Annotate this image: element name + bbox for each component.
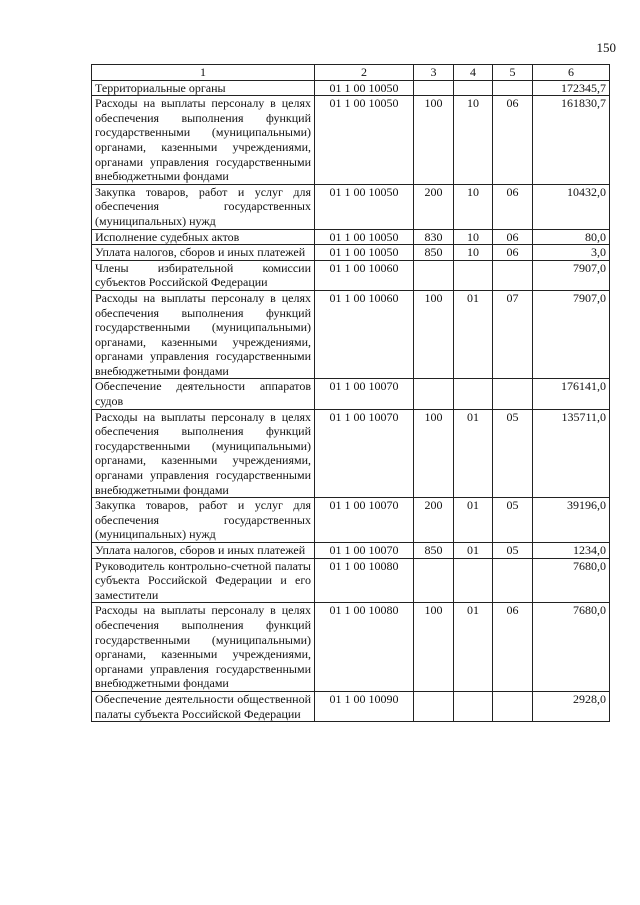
row-section-cell: 10: [454, 229, 493, 245]
row-name-cell: Исполнение судебных актов: [92, 229, 315, 245]
table-row: [92, 691, 610, 721]
row-amount-cell: 7907,0: [533, 290, 610, 379]
table-row: [92, 543, 610, 559]
row-section-cell: 10: [454, 96, 493, 185]
row-subsection-cell: 05: [493, 498, 533, 543]
row-code-cell: 01 1 00 10050: [315, 80, 414, 96]
row-section-cell: [454, 558, 493, 603]
row-amount-cell: 3,0: [533, 245, 610, 261]
row-amount-cell: 161830,7: [533, 96, 610, 185]
row-code-cell: 01 1 00 10060: [315, 260, 414, 290]
header-cell: 2: [315, 65, 414, 81]
row-subsection-cell: 06: [493, 184, 533, 229]
row-subsection-cell: [493, 558, 533, 603]
header-cell: 4: [454, 65, 493, 81]
row-subsection-cell: 06: [493, 245, 533, 261]
row-expense-type-cell: [414, 691, 454, 721]
row-amount-cell: 7680,0: [533, 603, 610, 692]
row-amount-cell: 7907,0: [533, 260, 610, 290]
table-body: [92, 80, 610, 722]
row-name-cell: Члены избирательной комиссии субъектов Российской Федерации: [92, 260, 315, 290]
row-name-cell: Закупка товаров, работ и услуг для обеспечения государственных (муниципальных) нужд: [92, 498, 315, 543]
row-subsection-cell: [493, 379, 533, 409]
table-row: [92, 184, 610, 229]
row-amount-cell: 7680,0: [533, 558, 610, 603]
row-amount-cell: 176141,0: [533, 379, 610, 409]
table-row: [92, 260, 610, 290]
row-code-cell: 01 1 00 10090: [315, 691, 414, 721]
table-row: [92, 603, 610, 692]
row-expense-type-cell: 100: [414, 603, 454, 692]
row-section-cell: [454, 691, 493, 721]
row-amount-cell: 10432,0: [533, 184, 610, 229]
row-section-cell: [454, 379, 493, 409]
row-code-cell: 01 1 00 10050: [315, 229, 414, 245]
row-code-cell: 01 1 00 10070: [315, 543, 414, 559]
table-row: [92, 498, 610, 543]
table-row: [92, 409, 610, 498]
row-expense-type-cell: 850: [414, 245, 454, 261]
row-section-cell: 01: [454, 603, 493, 692]
row-section-cell: [454, 80, 493, 96]
row-amount-cell: 1234,0: [533, 543, 610, 559]
table-row: [92, 229, 610, 245]
row-name-cell: Расходы на выплаты персоналу в целях обеспечения выполнения функций государственными (муниципальными) органами, казенными учреждениями, органами управления государственными внебюджетными фондами: [92, 603, 315, 692]
row-subsection-cell: 06: [493, 603, 533, 692]
row-code-cell: 01 1 00 10050: [315, 184, 414, 229]
row-section-cell: 01: [454, 498, 493, 543]
row-subsection-cell: 05: [493, 409, 533, 498]
header-row: [92, 65, 610, 81]
row-expense-type-cell: 100: [414, 96, 454, 185]
row-name-cell: Уплата налогов, сборов и иных платежей: [92, 543, 315, 559]
row-subsection-cell: 07: [493, 290, 533, 379]
row-code-cell: 01 1 00 10080: [315, 558, 414, 603]
row-name-cell: Закупка товаров, работ и услуг для обеспечения государственных (муниципальных) нужд: [92, 184, 315, 229]
row-subsection-cell: 06: [493, 229, 533, 245]
header-cell: 3: [414, 65, 454, 81]
row-amount-cell: 135711,0: [533, 409, 610, 498]
row-name-cell: Уплата налогов, сборов и иных платежей: [92, 245, 315, 261]
table-row: [92, 558, 610, 603]
row-section-cell: [454, 260, 493, 290]
row-code-cell: 01 1 00 10050: [315, 96, 414, 185]
header-cell: 5: [493, 65, 533, 81]
row-expense-type-cell: 100: [414, 409, 454, 498]
budget-table: [91, 64, 610, 722]
row-name-cell: Расходы на выплаты персоналу в целях обеспечения выполнения функций государственными (муниципальными) органами, казенными учреждениями, органами управления государственными внебюджетными фондами: [92, 96, 315, 185]
row-subsection-cell: 06: [493, 96, 533, 185]
row-name-cell: Обеспечение деятельности общественной палаты субъекта Российской Федерации: [92, 691, 315, 721]
table-row: [92, 96, 610, 185]
row-section-cell: 10: [454, 184, 493, 229]
row-section-cell: 01: [454, 543, 493, 559]
row-name-cell: Руководитель контрольно-счетной палаты субъекта Российской Федерации и его заместители: [92, 558, 315, 603]
row-expense-type-cell: 200: [414, 184, 454, 229]
row-subsection-cell: [493, 260, 533, 290]
row-amount-cell: 39196,0: [533, 498, 610, 543]
row-subsection-cell: 05: [493, 543, 533, 559]
table-row: [92, 80, 610, 96]
row-expense-type-cell: [414, 558, 454, 603]
row-code-cell: 01 1 00 10070: [315, 379, 414, 409]
row-amount-cell: 2928,0: [533, 691, 610, 721]
row-expense-type-cell: 200: [414, 498, 454, 543]
row-amount-cell: 172345,7: [533, 80, 610, 96]
row-code-cell: 01 1 00 10080: [315, 603, 414, 692]
row-code-cell: 01 1 00 10050: [315, 245, 414, 261]
header-cell: 6: [533, 65, 610, 81]
row-name-cell: Обеспечение деятельности аппаратов судов: [92, 379, 315, 409]
row-expense-type-cell: 850: [414, 543, 454, 559]
row-expense-type-cell: 100: [414, 290, 454, 379]
row-code-cell: 01 1 00 10060: [315, 290, 414, 379]
row-expense-type-cell: [414, 260, 454, 290]
row-expense-type-cell: [414, 379, 454, 409]
row-name-cell: Территориальные органы: [92, 80, 315, 96]
page-number: 150: [596, 40, 616, 55]
row-expense-type-cell: 830: [414, 229, 454, 245]
row-section-cell: 01: [454, 409, 493, 498]
row-code-cell: 01 1 00 10070: [315, 409, 414, 498]
row-code-cell: 01 1 00 10070: [315, 498, 414, 543]
row-name-cell: Расходы на выплаты персоналу в целях обеспечения выполнения функций государственными (муниципальными) органами, казенными учреждениями, органами управления государственными внебюджетными фондами: [92, 290, 315, 379]
table-row: [92, 379, 610, 409]
row-section-cell: 10: [454, 245, 493, 261]
row-name-cell: Расходы на выплаты персоналу в целях обеспечения выполнения функций государственными (муниципальными) органами, казенными учреждениями, органами управления государственными внебюджетными фондами: [92, 409, 315, 498]
row-expense-type-cell: [414, 80, 454, 96]
table-row: [92, 245, 610, 261]
row-amount-cell: 80,0: [533, 229, 610, 245]
table-row: [92, 290, 610, 379]
header-cell: 1: [92, 65, 315, 81]
row-subsection-cell: [493, 80, 533, 96]
row-section-cell: 01: [454, 290, 493, 379]
row-subsection-cell: [493, 691, 533, 721]
